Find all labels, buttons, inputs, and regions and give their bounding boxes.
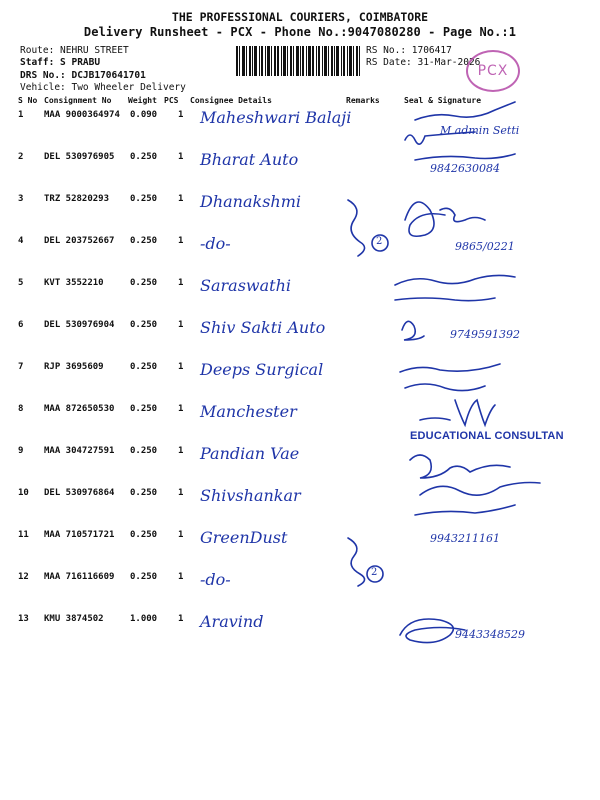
table-row	[0, 194, 600, 236]
row-consignee: -do-	[200, 234, 231, 253]
row-weight: 0.090	[130, 110, 158, 120]
row-weight: 0.250	[130, 320, 158, 330]
row-seal-signature: 9865/0221	[455, 240, 515, 253]
row-sno: 4	[18, 236, 24, 246]
table-row	[0, 488, 600, 530]
row-weight: 0.250	[130, 572, 158, 582]
col-consignment: Consignment No	[44, 96, 112, 105]
row-consignee: Aravind	[200, 612, 264, 631]
row-sno: 3	[18, 194, 24, 204]
row-sno: 10	[18, 488, 29, 498]
pcx-stamp: PCX	[466, 50, 520, 92]
row-consignee: Dhanakshmi	[200, 192, 302, 211]
row-sno: 12	[18, 572, 29, 582]
row-consignee: Manchester	[200, 402, 297, 421]
row-consignment: MAA 710571721	[44, 530, 115, 540]
remarks-mark-1: 2	[376, 236, 383, 247]
col-pcs: PCS	[164, 96, 179, 105]
table-row	[0, 278, 600, 320]
col-sno: S No	[18, 96, 38, 105]
row-weight: 0.250	[130, 446, 158, 456]
row-consignment: MAA 716116609	[44, 572, 115, 582]
row-sno: 2	[18, 152, 24, 162]
row-consignee: Maheshwari Balaji	[200, 108, 352, 127]
col-weight: Weight	[128, 96, 157, 105]
row-pcs: 1	[178, 446, 184, 456]
row-weight: 0.250	[130, 194, 158, 204]
row-sno: 8	[18, 404, 24, 414]
table-row	[0, 152, 600, 194]
row-weight: 0.250	[130, 404, 158, 414]
table-row	[0, 320, 600, 362]
row-weight: 0.250	[130, 530, 158, 540]
row-seal-signature: M admin Setti	[440, 124, 520, 137]
row-consignment: MAA 9000364974	[44, 110, 120, 120]
table-row	[0, 110, 600, 152]
col-remarks: Remarks	[346, 96, 380, 105]
company-title: THE PROFESSIONAL COURIERS, COIMBATORE	[171, 10, 429, 24]
table-row	[0, 236, 600, 278]
row-sno: 9	[18, 446, 24, 456]
row-seal-signature: 9842630084	[430, 162, 500, 175]
row-weight: 0.250	[130, 488, 158, 498]
rs-date: RS Date: 31-Mar-2026	[366, 57, 481, 68]
vehicle-label: Vehicle: Two Wheeler Delivery	[20, 82, 186, 93]
row-sno: 1	[18, 110, 24, 120]
row-consignee: -do-	[200, 570, 231, 589]
row-consignment: MAA 304727591	[44, 446, 115, 456]
row-weight: 1.000	[130, 614, 158, 624]
row-pcs: 1	[178, 404, 184, 414]
row-consignment: DEL 203752667	[44, 236, 115, 246]
row-consignment: RJP 3695609	[44, 362, 104, 372]
row-consignment: MAA 872650530	[44, 404, 115, 414]
table-row	[0, 530, 600, 572]
row-pcs: 1	[178, 320, 184, 330]
barcode-icon	[236, 46, 360, 76]
col-seal: Seal & Signature	[404, 96, 482, 105]
row-pcs: 1	[178, 488, 184, 498]
row-sno: 13	[18, 614, 29, 624]
row-consignee: Saraswathi	[200, 276, 291, 295]
row-pcs: 1	[178, 152, 184, 162]
row-weight: 0.250	[130, 278, 158, 288]
row-pcs: 1	[178, 362, 184, 372]
row-sno: 6	[18, 320, 24, 330]
seal-stamp-text: EDUCATIONAL CONSULTAN	[410, 430, 564, 442]
row-seal-signature: 9749591392	[450, 328, 520, 341]
row-seal-signature: 9943211161	[430, 532, 500, 545]
drs-number: DRS No.: DCJB170641701	[20, 70, 146, 81]
table-row	[0, 446, 600, 488]
row-consignee: GreenDust	[200, 528, 288, 547]
row-consignee: Pandian Vae	[200, 444, 300, 463]
row-pcs: 1	[178, 194, 184, 204]
row-pcs: 1	[178, 614, 184, 624]
runsheet-subtitle: Delivery Runsheet - PCX - Phone No.:9047080280 - Page No.:1	[83, 25, 517, 39]
row-pcs: 1	[178, 236, 184, 246]
row-weight: 0.250	[130, 152, 158, 162]
row-consignment: TRZ 52820293	[44, 194, 110, 204]
row-weight: 0.250	[130, 362, 158, 372]
row-consignment: KVT 3552210	[44, 278, 104, 288]
row-seal-signature: 9443348529	[455, 628, 525, 641]
row-consignment: DEL 530976905	[44, 152, 115, 162]
row-consignment: DEL 530976864	[44, 488, 115, 498]
row-sno: 7	[18, 362, 24, 372]
table-row	[0, 362, 600, 404]
row-pcs: 1	[178, 278, 184, 288]
row-pcs: 1	[178, 530, 184, 540]
row-pcs: 1	[178, 110, 184, 120]
row-sno: 11	[18, 530, 29, 540]
row-sno: 5	[18, 278, 24, 288]
row-consignee: Shiv Sakti Auto	[200, 318, 326, 337]
row-consignment: KMU 3874502	[44, 614, 104, 624]
route-label: Route: NEHRU STREET	[20, 45, 129, 56]
col-consignee: Consignee Details	[190, 96, 272, 105]
row-consignee: Deeps Surgical	[200, 360, 324, 379]
row-consignee: Bharat Auto	[200, 150, 299, 169]
row-consignee: Shivshankar	[200, 486, 301, 505]
rs-number: RS No.: 1706417	[366, 45, 452, 56]
remarks-mark-2: 2	[371, 567, 378, 578]
table-row	[0, 614, 600, 656]
row-consignment: DEL 530976904	[44, 320, 115, 330]
row-pcs: 1	[178, 572, 184, 582]
staff-label: Staff: S PRABU	[20, 57, 101, 68]
row-weight: 0.250	[130, 236, 158, 246]
table-row	[0, 572, 600, 614]
